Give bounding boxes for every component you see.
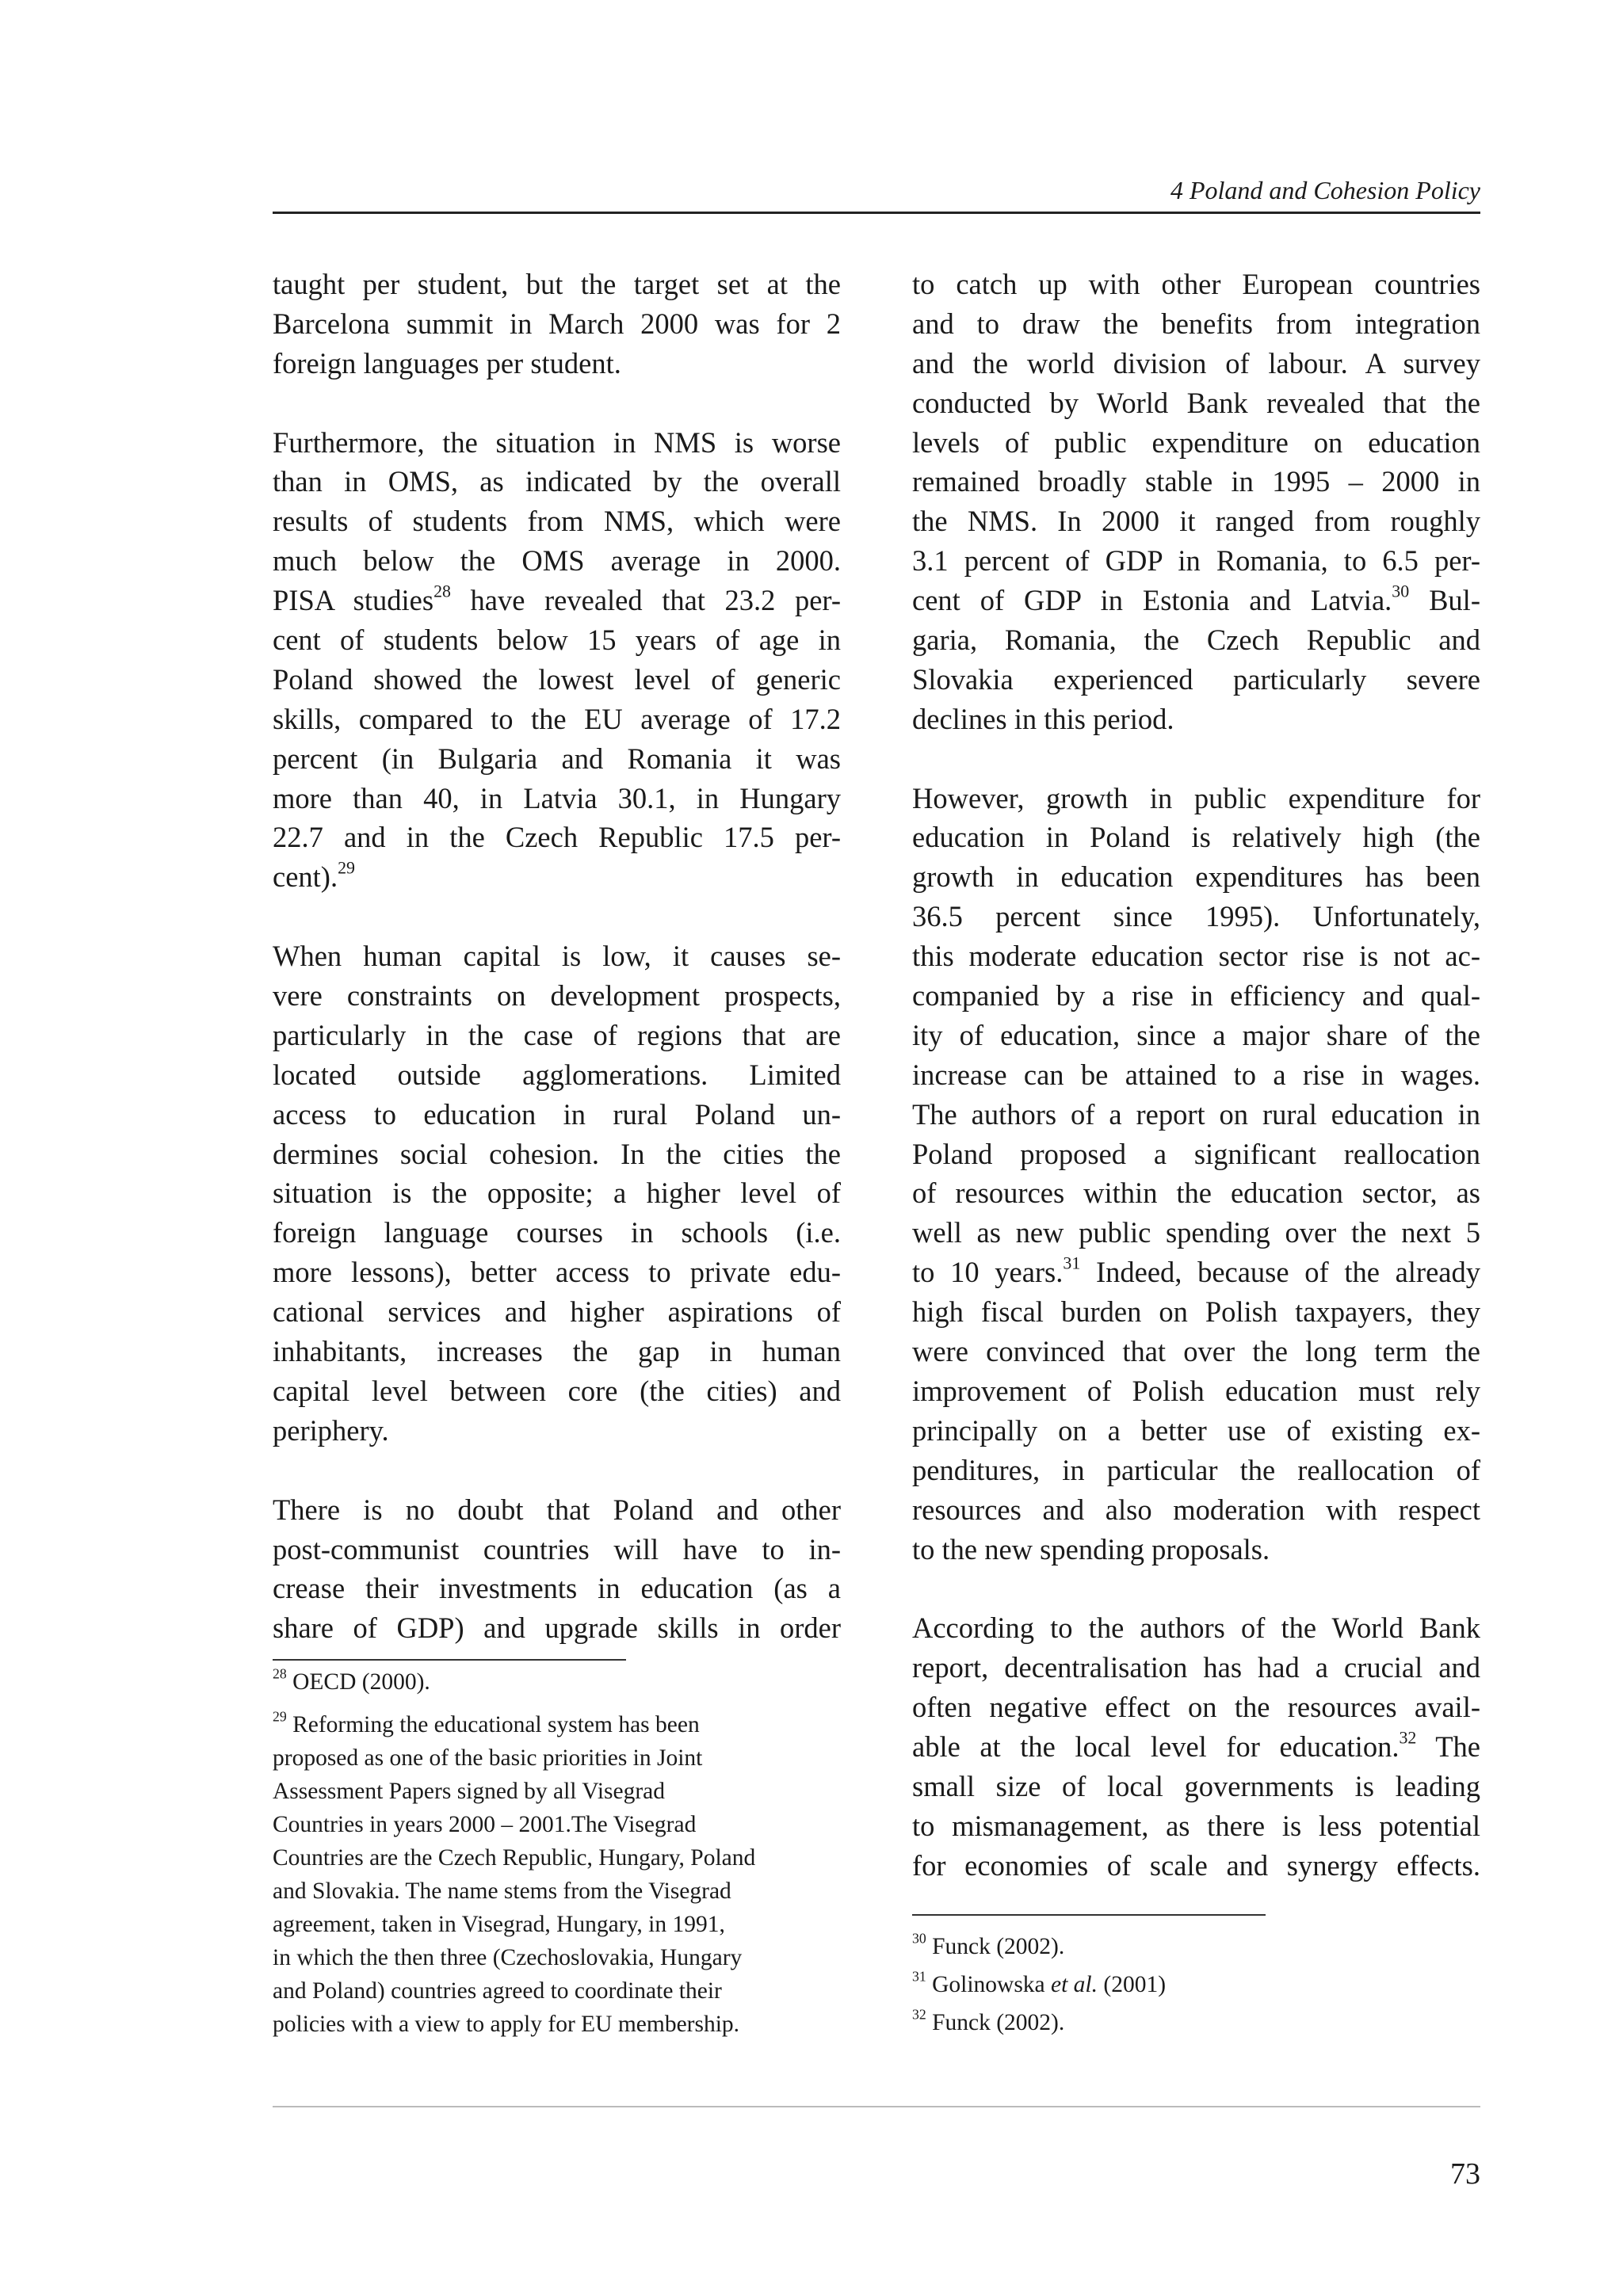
text-line: access to education in rural Poland un- xyxy=(273,1097,841,1131)
text-line: However, growth in public expenditure for xyxy=(912,781,1480,814)
text-run: The xyxy=(1416,1730,1480,1763)
footnote-line xyxy=(273,1941,841,1974)
page-number: 73 xyxy=(1450,2157,1480,2191)
text-line: garia, Romania, the Czech Republic and xyxy=(912,624,1480,657)
text-line: were convinced that over the long term the xyxy=(912,1335,1480,1368)
text-line: Furthermore, the situation in NMS is worse xyxy=(273,425,841,459)
text-line: periphery. xyxy=(273,1413,389,1447)
text-run: PISA studies xyxy=(273,584,434,617)
text-run: Indeed, because of the already xyxy=(1080,1256,1480,1289)
footnote-ref: 29 xyxy=(338,857,355,878)
paragraph xyxy=(912,265,1480,739)
text-line: There is no doubt that Poland and other xyxy=(273,1493,841,1526)
footnote-line xyxy=(273,1908,841,1941)
right-column xyxy=(912,265,1480,1924)
footnote-line xyxy=(273,1875,841,1908)
footnote-number: 30 xyxy=(912,1930,926,1947)
text-line: crease their investments in education (as a xyxy=(273,1572,841,1605)
text-line: The authors of a report on rural education in xyxy=(912,1097,1480,1131)
paragraph xyxy=(912,779,1480,1569)
footnote-text: Countries are the Czech Republic, Hungary, Poland xyxy=(273,1845,756,1871)
footnote-text: agreement, taken in Visegrad, Hungary, in 1991, xyxy=(273,1912,725,1937)
text-line: more lessons), better access to private edu- xyxy=(273,1256,841,1289)
text-line: situation is the opposite; a higher level of xyxy=(273,1177,841,1210)
text-line: than in OMS, as indicated by the overall xyxy=(273,465,841,498)
text-line: 3.1 percent of GDP in Romania, to 6.5 per- xyxy=(912,544,1480,578)
paragraph xyxy=(273,1490,841,1649)
footnote-rule-right xyxy=(912,1914,1266,1916)
footnote-ref: 32 xyxy=(1399,1727,1417,1748)
footnote-line xyxy=(912,2006,1480,2039)
text-line: When human capital is low, it causes se- xyxy=(273,940,841,973)
text-line: According to the authors of the World Bank xyxy=(912,1611,1480,1645)
text-line: Poland showed the lowest level of generic xyxy=(273,662,841,696)
footnotes-right xyxy=(912,1930,1480,2044)
footnote-rule-left xyxy=(273,1659,626,1661)
paragraph xyxy=(273,265,841,383)
text-line: more than 40, in Latvia 30.1, in Hungary xyxy=(273,781,841,814)
text-line: inhabitants, increases the gap in human xyxy=(273,1335,841,1368)
footnotes-left xyxy=(273,1665,841,2050)
footnote-number: 29 xyxy=(273,1708,287,1725)
running-head: 4 Poland and Cohesion Policy xyxy=(1170,176,1480,204)
text-line: increase can be attained to a rise in wages. xyxy=(912,1058,1480,1091)
text-run: have revealed that 23.2 per- xyxy=(450,584,841,617)
text-line: and to draw the benefits from integration xyxy=(912,307,1480,340)
footnote-ref: 30 xyxy=(1392,581,1410,601)
paragraph xyxy=(273,936,841,1451)
text-line: cent of students below 15 years of age in xyxy=(273,624,841,657)
footnote-text: OECD (2000). xyxy=(292,1669,430,1695)
text-line: Barcelona summit in March 2000 was for 2 xyxy=(273,307,841,340)
text-line: located outside agglomerations. Limited xyxy=(273,1058,841,1091)
text-line: this moderate education sector rise is not ac- xyxy=(912,940,1480,973)
paragraph xyxy=(912,1608,1480,1885)
footnote-number: 31 xyxy=(912,1968,926,1985)
text-line: particularly in the case of regions that are xyxy=(273,1018,841,1051)
footnote-text: and Slovakia. The name stems from the Visegrad xyxy=(273,1878,731,1904)
text-line: the NMS. In 2000 it ranged from roughly xyxy=(912,505,1480,538)
footer-rule xyxy=(273,2106,1480,2107)
text-line: results of students from NMS, which were xyxy=(273,505,841,538)
text-line: improvement of Polish education must rely xyxy=(912,1374,1480,1407)
text-line: 22.7 and in the Czech Republic 17.5 per- xyxy=(273,821,841,854)
text-run: to 10 years. xyxy=(912,1256,1064,1289)
text-line: foreign languages per student. xyxy=(273,346,621,379)
footnote-line xyxy=(273,1665,841,1699)
text-line: well as new public spending over the next 5 xyxy=(912,1216,1480,1249)
text-line: vere constraints on development prospects, xyxy=(273,979,841,1013)
footnote-ref: 31 xyxy=(1063,1253,1081,1273)
text-line xyxy=(273,581,841,620)
text-run: Golinowska xyxy=(932,1972,1052,1997)
footnote xyxy=(912,2006,1480,2039)
footnote-text: Funck (2002). xyxy=(932,2010,1065,2035)
text-line xyxy=(912,1253,1480,1292)
text-line: often negative effect on the resources avail- xyxy=(912,1691,1480,1724)
text-line: principally on a better use of existing ex- xyxy=(912,1413,1480,1447)
text-run: Bul- xyxy=(1409,584,1480,617)
text-line: companied by a rise in efficiency and qual- xyxy=(912,979,1480,1013)
text-line: growth in education expenditures has been xyxy=(912,860,1480,894)
text-line xyxy=(912,1727,1480,1767)
text-line: small size of local governments is leading xyxy=(912,1769,1480,1802)
text-line: Slovakia experienced particularly severe xyxy=(912,662,1480,696)
footnote-line xyxy=(273,1974,841,2008)
footnote-text: Reforming the educational system has been xyxy=(292,1712,700,1737)
paragraph xyxy=(273,423,841,898)
text-line: declines in this period. xyxy=(912,702,1174,735)
footnote-text: and Poland) countries agreed to coordinate their xyxy=(273,1978,722,2004)
header-rule xyxy=(273,212,1480,214)
footnote-text: proposed as one of the basic priorities in Joint xyxy=(273,1745,703,1771)
text-line: Poland proposed a significant reallocation xyxy=(912,1137,1480,1170)
italic-text: et al. xyxy=(1051,1972,1098,1997)
text-line: cational services and higher aspirations of xyxy=(273,1295,841,1329)
footnote-number: 32 xyxy=(912,2006,926,2023)
left-column xyxy=(273,265,841,1688)
text-line: conducted by World Bank revealed that the xyxy=(912,386,1480,419)
text-line: penditures, in particular the reallocation of xyxy=(912,1453,1480,1486)
text-line: education in Poland is relatively high (the xyxy=(912,821,1480,854)
footnote-line xyxy=(273,1808,841,1841)
footnote xyxy=(273,1665,841,1699)
text-line xyxy=(912,581,1480,620)
text-line: for economies of scale and synergy effects. xyxy=(912,1848,1480,1882)
text-run: cent). xyxy=(273,860,338,894)
footnote-ref: 28 xyxy=(433,581,451,601)
text-line: capital level between core (the cities) and xyxy=(273,1374,841,1407)
text-line: of resources within the education sector, as xyxy=(912,1177,1480,1210)
text-line: share of GDP) and upgrade skills in order xyxy=(273,1611,841,1645)
footnote xyxy=(912,1930,1480,1963)
text-line: ity of education, since a major share of the xyxy=(912,1018,1480,1051)
text-line: high fiscal burden on Polish taxpayers, they xyxy=(912,1295,1480,1329)
footnote-line xyxy=(273,1775,841,1808)
footnote-text xyxy=(932,1972,1166,1997)
footnote-line xyxy=(273,1741,841,1775)
footnote-number: 28 xyxy=(273,1665,287,1682)
footnote xyxy=(912,1968,1480,2001)
footnote-text: Countries in years 2000 – 2001.The Visegrad xyxy=(273,1812,697,1837)
footnote-line xyxy=(273,2008,841,2041)
text-line: post-communist countries will have to in- xyxy=(273,1532,841,1566)
text-line: dermines social cohesion. In the cities the xyxy=(273,1137,841,1170)
text-line: to the new spending proposals. xyxy=(912,1532,1270,1566)
text-line xyxy=(273,857,841,897)
text-line: and the world division of labour. A survey xyxy=(912,346,1480,379)
footnote-line xyxy=(273,1841,841,1875)
footnote-line xyxy=(912,1930,1480,1963)
text-line: to mismanagement, as there is less potential xyxy=(912,1809,1480,1842)
footnote-text: Assessment Papers signed by all Visegrad xyxy=(273,1779,666,1804)
text-line: remained broadly stable in 1995 – 2000 in xyxy=(912,465,1480,498)
text-run: cent of GDP in Estonia and Latvia. xyxy=(912,584,1392,617)
text-line: to catch up with other European countries xyxy=(912,268,1480,300)
text-run: able at the local level for education. xyxy=(912,1730,1400,1763)
text-line: levels of public expenditure on education xyxy=(912,425,1480,459)
text-line: 36.5 percent since 1995). Unfortunately, xyxy=(912,900,1480,933)
footnote-text: in which the then three (Czechoslovakia, Hungary xyxy=(273,1945,743,1970)
footnote-text: Funck (2002). xyxy=(932,1934,1065,1959)
footnote xyxy=(273,1708,841,2041)
footnote-text: policies with a view to apply for EU membership. xyxy=(273,2012,740,2037)
text-run: (2001) xyxy=(1098,1972,1167,1997)
text-line: resources and also moderation with respect xyxy=(912,1493,1480,1526)
text-line: report, decentralisation has had a crucial and xyxy=(912,1651,1480,1684)
text-line: taught per student, but the target set at the xyxy=(273,268,841,300)
footnote-line xyxy=(912,1968,1480,2001)
text-line: foreign language courses in schools (i.e. xyxy=(273,1216,841,1249)
text-line: much below the OMS average in 2000. xyxy=(273,544,841,578)
text-line: skills, compared to the EU average of 17.2 xyxy=(273,702,841,735)
text-line: percent (in Bulgaria and Romania it was xyxy=(273,742,841,775)
footnote-line xyxy=(273,1708,841,1741)
